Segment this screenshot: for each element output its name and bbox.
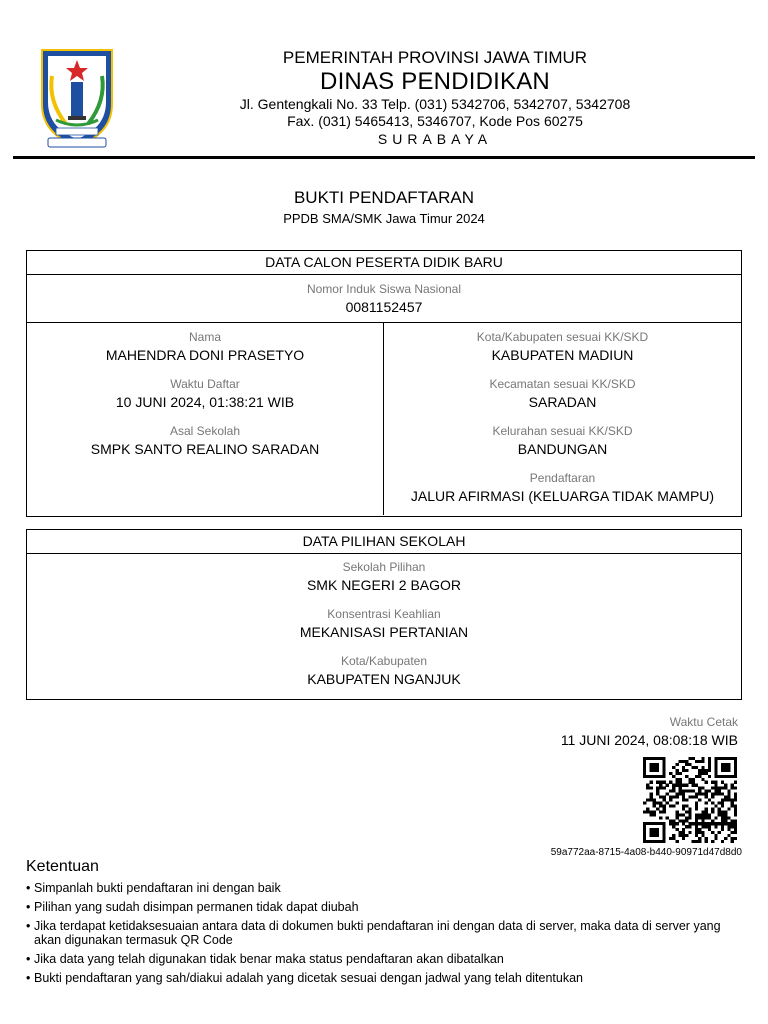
print-time — [561, 714, 738, 749]
name-field — [27, 329, 383, 364]
field-label: Konsentrasi Keahlian — [327, 607, 441, 621]
district-field — [384, 376, 741, 411]
field-value: 10 JUNI 2024, 01:38:21 WIB — [115, 394, 295, 410]
registration-path-field — [384, 470, 741, 505]
verification-hash: 59a772aa-8715-4a08-b440-90971d47d8d0 — [550, 847, 742, 858]
student-data-box — [26, 250, 742, 517]
terms-list — [26, 881, 746, 985]
nisn-label: Nomor Induk Siswa Nasional — [306, 282, 462, 296]
agency-name: DINAS PENDIDIKAN — [320, 68, 550, 95]
student-data-heading: DATA CALON PESERTA DIDIK BARU — [27, 251, 741, 275]
origin-school-field — [27, 423, 383, 458]
city-name: SURABAYA — [377, 131, 493, 147]
field-value: KABUPATEN NGANJUK — [307, 671, 461, 687]
village-field — [384, 423, 741, 458]
field-value: SARADAN — [528, 394, 597, 410]
title-sub: PPDB SMA/SMK Jawa Timur 2024 — [283, 211, 485, 226]
field-label: Kota/Kabupaten sesuai KK/SKD — [476, 330, 649, 344]
document-title — [0, 188, 768, 228]
title-main: BUKTI PENDAFTARAN — [293, 188, 475, 207]
letterhead — [0, 0, 768, 160]
fax-line: Fax. (031) 5465413, 5346707, Kode Pos 60275 — [287, 113, 583, 129]
registration-time-field — [27, 376, 383, 411]
field-value: KABUPATEN MADIUN — [491, 347, 634, 363]
student-data-left-column — [27, 323, 384, 515]
list-item: • Bukti pendaftaran yang sah/diakui adalah yang dicetak sesuai dengan jadwal yang telah ditentukan — [26, 971, 746, 985]
field-label: Sekolah Pilihan — [342, 560, 426, 574]
nisn-field — [27, 275, 741, 323]
field-value: MEKANISASI PERTANIAN — [299, 624, 469, 640]
field-label: Kota/Kabupaten — [340, 654, 428, 668]
school-choice-box — [26, 529, 742, 700]
list-item: • Jika data yang telah digunakan tidak benar maka status pendaftaran akan dibatalkan — [26, 952, 746, 966]
terms-title: Ketentuan — [26, 858, 99, 875]
field-value: SMK NEGERI 2 BAGOR — [306, 577, 462, 593]
school-choice-heading: DATA PILIHAN SEKOLAH — [27, 530, 741, 554]
gov-name: PEMERINTAH PROVINSI JAWA TIMUR — [282, 48, 588, 67]
chosen-school-field — [27, 559, 741, 594]
expertise-field — [27, 606, 741, 641]
field-label: Kelurahan sesuai KK/SKD — [492, 424, 633, 438]
regency-field — [384, 329, 741, 364]
field-label: Kecamatan sesuai KK/SKD — [489, 377, 636, 391]
field-label: Waktu Daftar — [170, 377, 240, 391]
student-data-right-column — [384, 323, 741, 515]
field-value: MAHENDRA DONI PRASETYO — [105, 347, 305, 363]
school-regency-field — [27, 653, 741, 688]
nisn-value: 0081152457 — [345, 299, 423, 315]
field-label: Pendaftaran — [529, 471, 596, 485]
field-label: Nama — [188, 330, 221, 344]
list-item: • Simpanlah bukti pendaftaran ini dengan baik — [26, 881, 746, 895]
qr-code-icon — [643, 757, 737, 843]
field-value: SMPK SANTO REALINO SARADAN — [90, 441, 320, 457]
field-value: JALUR AFIRMASI (KELUARGA TIDAK MAMPU) — [410, 488, 715, 504]
field-value: BANDUNGAN — [517, 441, 608, 457]
address-line: Jl. Gentengkali No. 33 Telp. (031) 5342706, 5342707, 5342708 — [239, 96, 631, 112]
list-item: • Jika terdapat ketidaksesuaian antara data di dokumen bukti pendaftaran ini dengan data di server, maka data di server yang akan digunakan termasuk QR Code — [26, 919, 746, 947]
header-divider — [13, 156, 755, 159]
terms-section — [26, 857, 746, 990]
print-time-value: 11 JUNI 2024, 08:08:18 WIB — [560, 732, 738, 748]
east-java-emblem-icon — [38, 46, 116, 150]
print-time-label: Waktu Cetak — [669, 715, 738, 729]
field-label: Asal Sekolah — [169, 424, 241, 438]
list-item: • Pilihan yang sudah disimpan permanen tidak dapat diubah — [26, 900, 746, 914]
